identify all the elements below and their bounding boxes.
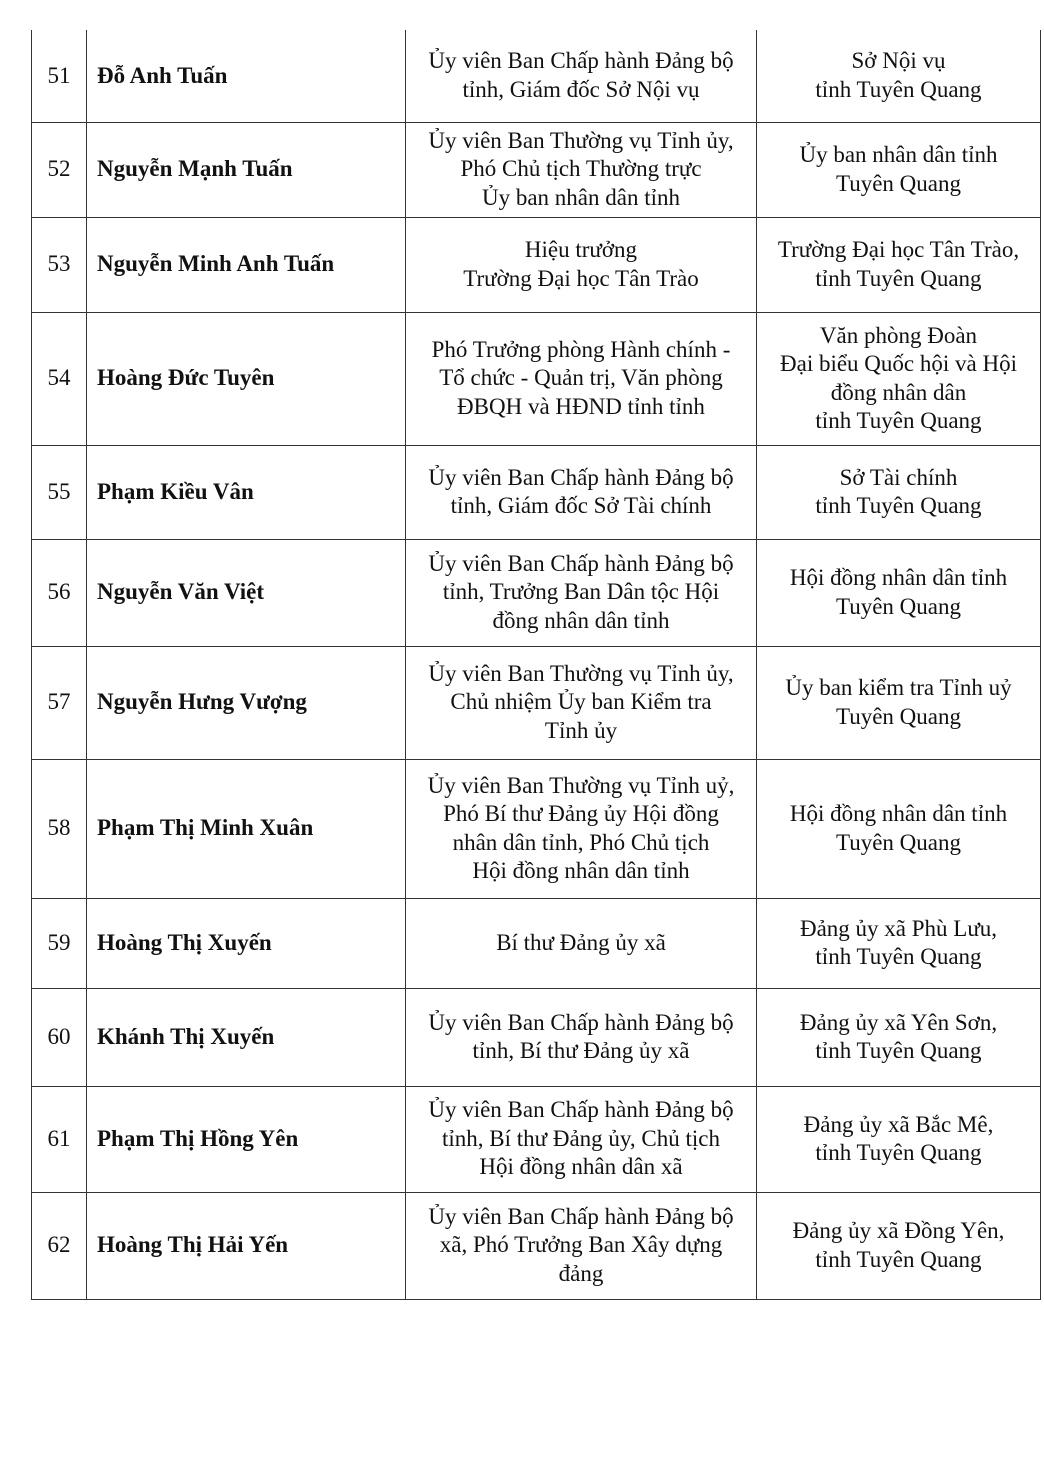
position-line: Tỉnh ủy <box>544 717 618 743</box>
position-line: Bí thư Đảng ủy xã <box>496 929 666 955</box>
position-line: Chủ nhiệm Ủy ban Kiểm tra <box>450 689 712 715</box>
member-name: Khánh Thị Xuyến <box>87 988 406 1086</box>
member-organization <box>757 122 1041 217</box>
member-position <box>406 217 757 312</box>
member-position <box>406 1192 757 1299</box>
table-row <box>32 1192 1041 1299</box>
member-name: Hoàng Thị Xuyến <box>87 898 406 988</box>
organization-line: Ủy ban nhân dân tỉnh <box>799 142 998 167</box>
member-organization <box>757 646 1041 759</box>
organization-line: Ủy ban kiểm tra Tỉnh uỷ <box>785 675 1012 700</box>
organization-line: tỉnh Tuyên Quang <box>815 1038 982 1063</box>
organization-line: Tuyên Quang <box>835 170 962 196</box>
organization-line: Đảng ủy xã Phù Lưu, <box>799 915 998 941</box>
position-line: Ủy viên Ban Chấp hành Đảng bộ <box>428 1009 734 1035</box>
table-row <box>32 646 1041 759</box>
position-line: tỉnh, Bí thư Đảng ủy, Chủ tịch <box>441 1125 721 1151</box>
member-organization <box>757 988 1041 1086</box>
organization-line: Hội đồng nhân dân tỉnh <box>789 565 1008 590</box>
position-line: Hội đồng nhân dân tỉnh <box>472 858 690 883</box>
position-line: nhân dân tỉnh, Phó Chủ tịch <box>452 829 710 855</box>
member-organization <box>757 539 1041 646</box>
member-position <box>406 898 757 988</box>
position-line: Hội đồng nhân dân xã <box>479 1154 683 1180</box>
position-line: tỉnh, Bí thư Đảng ủy xã <box>472 1038 690 1063</box>
organization-line: Đảng ủy xã Yên Sơn, <box>799 1009 998 1035</box>
table-row <box>32 30 1041 122</box>
organization-line: Văn phòng Đoàn <box>819 322 978 348</box>
organization-line: Đại biểu Quốc hội và Hội <box>780 351 1017 376</box>
member-name: Đỗ Anh Tuấn <box>87 30 406 122</box>
member-name: Hoàng Đức Tuyên <box>87 312 406 445</box>
members-table <box>31 30 1041 1300</box>
position-line: tỉnh, Giám đốc Sở Tài chính <box>450 493 712 518</box>
row-number: 61 <box>32 1086 87 1192</box>
table-row <box>32 539 1041 646</box>
member-name: Nguyễn Hưng Vượng <box>87 646 406 759</box>
member-organization <box>757 898 1041 988</box>
organization-line: tỉnh Tuyên Quang <box>815 1246 982 1272</box>
member-organization <box>757 30 1041 122</box>
member-position <box>406 122 757 217</box>
organization-line: Sở Nội vụ <box>851 48 946 74</box>
table-row <box>32 988 1041 1086</box>
row-number: 54 <box>32 312 87 445</box>
table-row <box>32 1086 1041 1192</box>
organization-line: đồng nhân dân <box>830 379 967 405</box>
position-line: đồng nhân dân tỉnh <box>492 607 670 633</box>
row-number: 56 <box>32 539 87 646</box>
member-name: Phạm Thị Hồng Yên <box>87 1086 406 1192</box>
organization-line: Đảng ủy xã Đồng Yên, <box>792 1218 1005 1243</box>
row-number: 57 <box>32 646 87 759</box>
position-line: đảng <box>558 1260 604 1286</box>
organization-line: Tuyên Quang <box>835 703 962 729</box>
position-line: Ủy viên Ban Thường vụ Tỉnh ủy, <box>428 127 734 153</box>
member-name: Nguyễn Minh Anh Tuấn <box>87 217 406 312</box>
member-position <box>406 646 757 759</box>
member-name: Nguyễn Văn Việt <box>87 539 406 646</box>
position-line: Phó Trưởng phòng Hành chính - <box>431 336 731 362</box>
table-row <box>32 898 1041 988</box>
position-line: Ủy ban nhân dân tỉnh <box>481 184 680 210</box>
organization-line: tỉnh Tuyên Quang <box>815 493 982 518</box>
organization-line: Hội đồng nhân dân tỉnh <box>789 801 1008 826</box>
member-name: Phạm Thị Minh Xuân <box>87 759 406 898</box>
organization-line: Tuyên Quang <box>835 829 962 855</box>
position-line: Hiệu trưởng <box>524 237 638 262</box>
row-number: 62 <box>32 1192 87 1299</box>
member-position <box>406 30 757 122</box>
position-line: Tổ chức - Quản trị, Văn phòng <box>439 365 723 391</box>
organization-line: Trường Đại học Tân Trào, <box>777 237 1020 262</box>
organization-line: Sở Tài chính <box>839 464 958 490</box>
member-position <box>406 988 757 1086</box>
position-line: Trường Đại học Tân Trào <box>463 265 699 291</box>
row-number: 55 <box>32 445 87 539</box>
position-line: ĐBQH và HĐND tỉnh tỉnh <box>457 393 705 419</box>
position-line: Ủy viên Ban Chấp hành Đảng bộ <box>428 550 734 576</box>
table-row <box>32 445 1041 539</box>
organization-line: Đảng ủy xã Bắc Mê, <box>803 1111 994 1137</box>
member-organization <box>757 1192 1041 1299</box>
member-organization <box>757 312 1041 445</box>
member-organization <box>757 445 1041 539</box>
row-number: 58 <box>32 759 87 898</box>
table-row <box>32 122 1041 217</box>
position-line: Ủy viên Ban Chấp hành Đảng bộ <box>428 1203 734 1229</box>
organization-line: tỉnh Tuyên Quang <box>815 76 982 102</box>
organization-line: tỉnh Tuyên Quang <box>815 408 982 433</box>
position-line: xã, Phó Trưởng Ban Xây dựng <box>439 1232 723 1258</box>
organization-line: tỉnh Tuyên Quang <box>815 265 982 291</box>
position-line: Phó Chủ tịch Thường trực <box>460 156 702 182</box>
position-line: tỉnh, Trưởng Ban Dân tộc Hội <box>442 579 720 605</box>
member-position <box>406 539 757 646</box>
table-row <box>32 759 1041 898</box>
table-row <box>32 312 1041 445</box>
organization-line: Tuyên Quang <box>835 593 962 619</box>
member-position <box>406 445 757 539</box>
position-line: Phó Bí thư Đảng ủy Hội đồng <box>443 801 719 826</box>
row-number: 52 <box>32 122 87 217</box>
member-name: Nguyễn Mạnh Tuấn <box>87 122 406 217</box>
row-number: 53 <box>32 217 87 312</box>
row-number: 59 <box>32 898 87 988</box>
organization-line: tỉnh Tuyên Quang <box>815 944 982 969</box>
member-position <box>406 312 757 445</box>
member-position <box>406 1086 757 1192</box>
member-organization <box>757 759 1041 898</box>
position-line: tỉnh, Giám đốc Sở Nội vụ <box>462 76 700 102</box>
member-organization <box>757 1086 1041 1192</box>
row-number: 51 <box>32 30 87 122</box>
position-line: Ủy viên Ban Thường vụ Tỉnh ủy, <box>428 660 734 686</box>
member-name: Phạm Kiều Vân <box>87 445 406 539</box>
member-organization <box>757 217 1041 312</box>
table-row <box>32 217 1041 312</box>
position-line: Ủy viên Ban Thường vụ Tỉnh uỷ, <box>427 772 735 798</box>
members-table-body <box>32 30 1041 1299</box>
position-line: Ủy viên Ban Chấp hành Đảng bộ <box>428 48 734 74</box>
organization-line: tỉnh Tuyên Quang <box>815 1140 982 1165</box>
row-number: 60 <box>32 988 87 1086</box>
position-line: Ủy viên Ban Chấp hành Đảng bộ <box>428 1097 734 1123</box>
member-name: Hoàng Thị Hải Yến <box>87 1192 406 1299</box>
position-line: Ủy viên Ban Chấp hành Đảng bộ <box>428 464 734 490</box>
member-position <box>406 759 757 898</box>
